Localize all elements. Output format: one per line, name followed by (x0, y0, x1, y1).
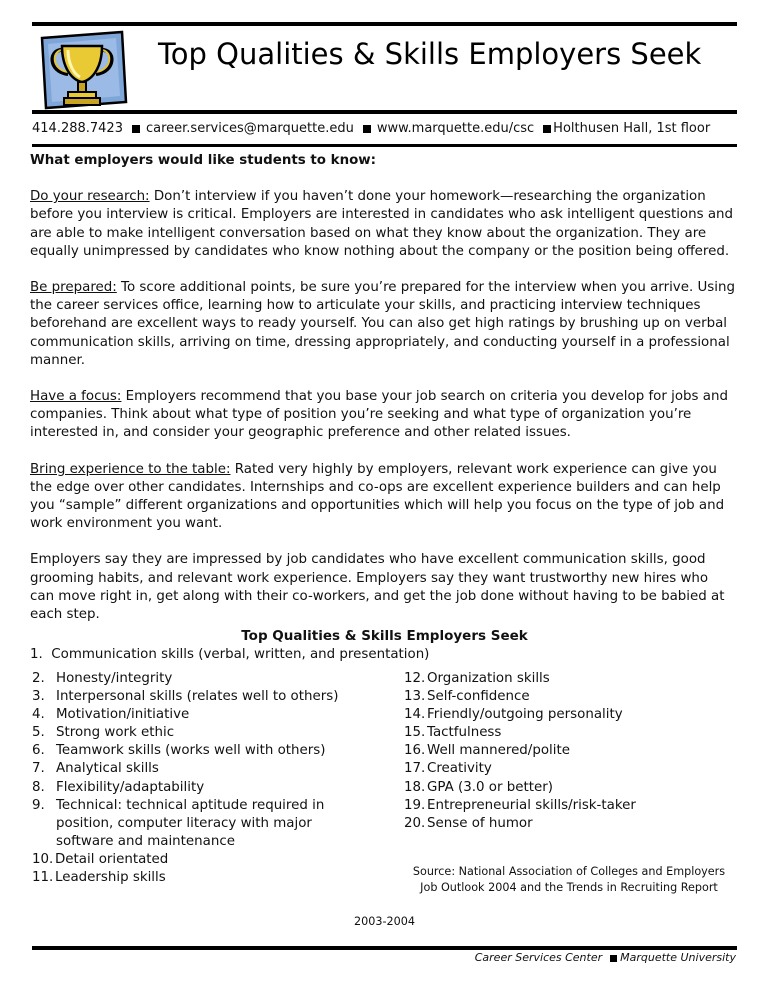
separator-square-icon (132, 125, 140, 133)
source-line-2: Job Outlook 2004 and the Trends in Recruiting Report (420, 881, 718, 894)
contact-rule (32, 144, 737, 147)
contact-bar (32, 118, 737, 140)
separator-square-icon (543, 125, 551, 133)
skills-left-column (32, 670, 372, 887)
paragraph-lead: Be prepared: (30, 280, 117, 296)
email-address: career.services@marquette.edu (145, 121, 354, 136)
list-item: 16. Well mannered/polite (404, 743, 570, 759)
separator-square-icon (363, 125, 371, 133)
list-item: 3. Interpersonal skills (relates well to others) (32, 689, 339, 705)
list-item: 18. GPA (3.0 or better) (404, 779, 553, 795)
list-item: 12. Organization skills (404, 671, 550, 686)
skills-right-column (404, 670, 734, 833)
phone-number: 414.288.7423 (32, 121, 123, 136)
section-heading: What employers would like students to know: (30, 153, 377, 168)
list-item: 8. Flexibility/adaptability (32, 779, 205, 795)
list-item: 10. Detail orientated (32, 851, 169, 867)
separator-square-icon (610, 955, 617, 962)
paragraph-text: Employers recommend that you base your job search on criteria you develop for jobs and companies. Think about what type of position you’re seeking and what type of organization you’re interested in, and consider your geographic preference and other related issues. (30, 389, 728, 441)
trophy-icon (34, 28, 132, 114)
paragraph-lead: Have a focus: (30, 389, 122, 405)
closing-paragraph: Employers say they are impressed by job candidates who have excellent communication skills, good grooming habits, and relevant work experience. Employers say they want trustworthy new hires who can move right in, get along with their co-workers, and get the job done without having to be babied at each step. (30, 552, 725, 623)
list-item: 15. Tactfulness (404, 725, 502, 741)
skill-text: Communication skills (verbal, written, and presentation) (51, 647, 430, 662)
top-rule (32, 22, 737, 26)
skills-title: Top Qualities & Skills Employers Seek (241, 628, 528, 644)
list-item: 19. Entrepreneurial skills/risk-taker (404, 797, 636, 813)
list-item: 17. Creativity (404, 761, 492, 777)
list-item: 11. Leadership skills (32, 870, 166, 886)
paragraph-lead: Do your research: (30, 189, 150, 205)
list-item: 6. Teamwork skills (works well with others) (32, 743, 326, 759)
office-location: Holthusen Hall, 1st floor (553, 121, 711, 136)
main-content (30, 152, 736, 624)
footer-university-name: Marquette University (620, 951, 736, 964)
paragraph-focus (30, 388, 736, 443)
list-item: 9. Technical: technical aptitude required in position, computer literacy with major software and maintenance (32, 797, 325, 849)
paragraph-research (30, 188, 736, 261)
list-item: 4. Motivation/initiative (32, 707, 190, 723)
list-item: 13. Self-confidence (404, 689, 530, 705)
website-url: www.marquette.edu/csc (376, 121, 535, 136)
footer-center-name: Career Services Center (474, 951, 603, 964)
paragraph-prepared (30, 279, 736, 370)
paragraph-experience (30, 461, 736, 534)
skill-number: 1. (30, 647, 43, 662)
header-rule (32, 110, 737, 114)
paragraph-text: Rated very highly by employers, relevant work experience can give you the edge over other candidates. Internships and co-ops are excellent experience builders and can help you “sample” different organizations and opportunities which will help you focus on the type of job and work environment you want. (30, 461, 725, 532)
paragraph-text: Don’t interview if you haven’t done your homework—researching the organization before you interview is critical. Employers are interested in candidates who ask intelligent questions and are able to make intelligent conversation based on what they know about the organization. They are equally unimpressed by candidates who know nothing about the company or the position being offered. (30, 189, 734, 259)
academic-year: 2003-2004 (354, 915, 415, 928)
list-item: 2. Honesty/integrity (32, 671, 173, 686)
paragraph-lead: Bring experience to the table: (30, 461, 231, 477)
skill-item-1 (30, 646, 429, 664)
list-item: 5. Strong work ethic (32, 725, 175, 741)
paragraph-text: To score additional points, be sure you’re prepared for the interview when you arrive. Using the career services office, learning how to articulate your skills, and practicing interview techniques beforehand are excellent ways to ready yourself. You can also get high ratings by brushing up on verbal communication skills, arriving on time, dressing appropriately, and conducting yourself in a professional manner. (30, 280, 735, 368)
list-item: 20. Sense of humor (404, 815, 533, 831)
footer (475, 950, 736, 966)
page-title: Top Qualities & Skills Employers Seek (158, 37, 702, 71)
list-item: 7. Analytical skills (32, 761, 159, 777)
list-item: 14. Friendly/outgoing personality (404, 707, 623, 723)
source-note (400, 864, 738, 896)
source-line-1: Source: National Association of Colleges and Employers (412, 865, 726, 878)
